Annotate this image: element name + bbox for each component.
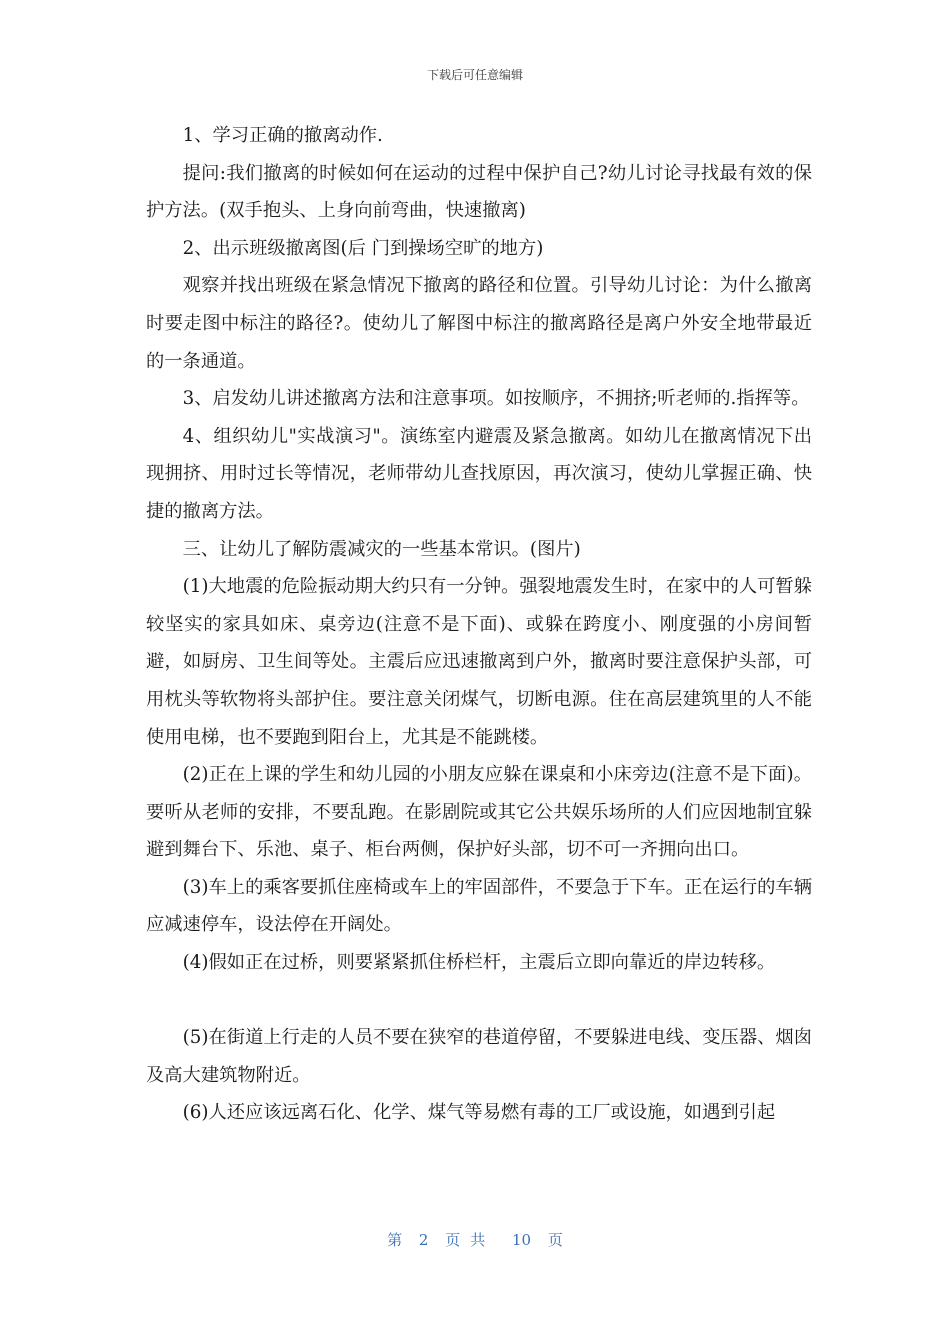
footer-page-suffix: 页 — [547, 1231, 563, 1249]
footer-page-of: 页共 — [445, 1231, 496, 1249]
paragraph-8: (2)正在上课的学生和幼儿园的小朋友应躲在课桌和小床旁边(注意不是下面)。要听从老师的安排，不要乱跑。在影剧院或其它公共娱乐场所的人们应因地制宜躲避到舞台下、乐池、桌子、柜台两侧，保护好头部，切不可一齐拥向出口。 — [146, 764, 812, 861]
paragraph-4: 观察并找出班级在紧急情况下撤离的路径和位置。引导幼儿讨论：为什么撤离时要走图中标注的路径?。使幼儿了解图中标注的撤离路径是离户外安全地带最近的一条通道。 — [146, 275, 812, 372]
paragraph-5: 3、启发幼儿讲述撤离方法和注意事项。如按顺序，不拥挤;听老师的.指挥等。 — [182, 388, 810, 410]
page-header: 下载后可任意编辑 — [426, 68, 523, 82]
page-footer — [0, 1229, 950, 1250]
paragraph-12: (6)人还应该远离石化、化学、煤气等易燃有毒的工厂或设施，如遇到引起 — [182, 1102, 776, 1124]
footer-page-number: 2 — [418, 1231, 429, 1249]
paragraph-9: (3)车上的乘客要抓住座椅或车上的牢固部件，不要急于下车。正在运行的车辆应减速停车，设法停在开阔处。 — [146, 876, 812, 936]
paragraph-3: 2、出示班级撤离图(后 门到操场空旷的地方) — [182, 237, 544, 259]
paragraph-11: (5)在街道上行走的人员不要在狭窄的巷道停留，不要躲进电线、变压器、烟囱及高大建筑物附近。 — [146, 1027, 812, 1086]
document-body — [146, 117, 812, 1132]
section-heading-3: 三、让幼儿了解防震减灾的一些基本常识。(图片) — [182, 538, 581, 560]
paragraph-7: (1)大地震的危险振动期大约只有一分钟。强裂地震发生时，在家中的人可暂躲较坚实的家具如床、桌旁边(注意不是下面)、或躲在跨度小、刚度强的小房间暂避，如厨房、卫生间等处。主震后应迅速撤离到户外，撤离时要注意保护头部，可用枕头等软物将头部护住。要注意关闭煤气，切断电源。住在高层建筑里的人不能使用电梯，也不要跑到阳台上，尤其是不能跳楼。 — [146, 576, 812, 748]
paragraph-2: 提问:我们撤离的时候如何在运动的过程中保护自己?幼儿讨论寻找最有效的保护方法。(双手抱头、上身向前弯曲，快速撤离) — [146, 162, 812, 222]
footer-page-label: 第 — [387, 1231, 403, 1249]
paragraph-1: 1、学习正确的撤离动作. — [182, 125, 383, 146]
paragraph-10: (4)假如正在过桥，则要紧紧抓住桥栏杆，主震后立即向靠近的岸边转移。 — [182, 952, 776, 974]
footer-total-pages: 10 — [512, 1231, 532, 1249]
paragraph-6: 4、组织幼儿"实战演习"。演练室内避震及紧急撤离。如幼儿在撤离情况下出现拥挤、用时过长等情况，老师带幼儿查找原因，再次演习，使幼儿掌握正确、快捷的撤离方法。 — [146, 425, 812, 522]
